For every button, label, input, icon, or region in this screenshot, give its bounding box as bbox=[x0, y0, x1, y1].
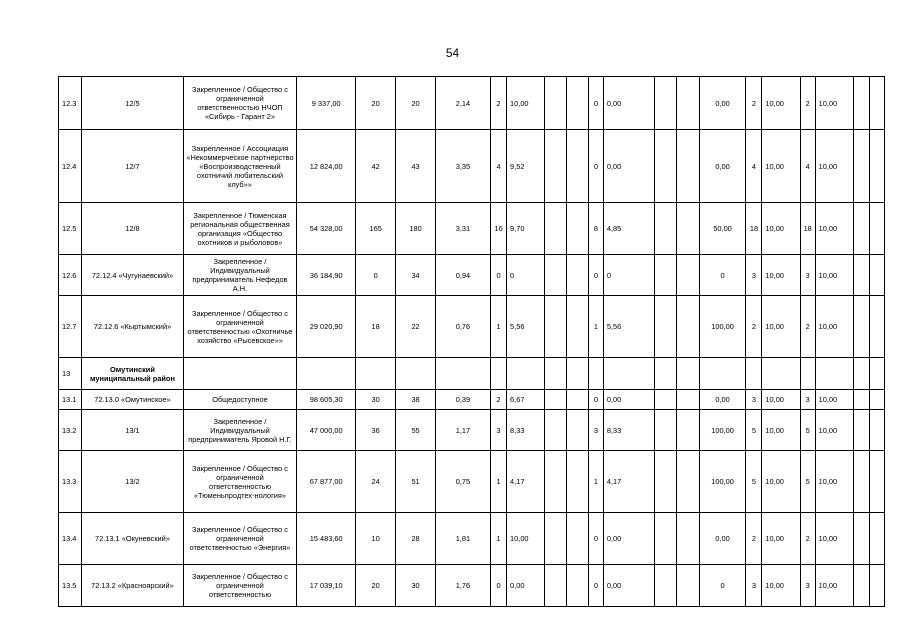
table-cell-c19: 10,00 bbox=[815, 513, 853, 565]
table-cell-type: Общедоступное bbox=[183, 390, 297, 410]
table-cell-c4: 165 bbox=[355, 203, 395, 255]
table-cell-c3: 54 328,00 bbox=[297, 203, 356, 255]
table-cell-c8: 0,00 bbox=[507, 565, 545, 607]
table-cell-c10 bbox=[566, 390, 588, 410]
table-cell-c21 bbox=[869, 130, 884, 203]
table-cell-c7: 4 bbox=[491, 130, 507, 203]
table-cell-c7: 0 bbox=[491, 565, 507, 607]
table-cell-c16: 5 bbox=[746, 451, 762, 513]
table-cell-c3: 36 184,90 bbox=[297, 255, 356, 296]
table-cell-c5: 180 bbox=[396, 203, 435, 255]
table-cell-c20 bbox=[853, 77, 869, 130]
table-row bbox=[59, 390, 885, 410]
table-cell-type: Закрепленное / Общество с ограниченной ответственностью «Охотничье хозяйство «Рысевское»» bbox=[183, 296, 297, 358]
table-cell-c21 bbox=[869, 358, 884, 390]
table-cell-c14 bbox=[677, 358, 699, 390]
table-cell-c13 bbox=[654, 203, 676, 255]
table-cell-c13 bbox=[654, 451, 676, 513]
table-cell-c3: 47 000,00 bbox=[297, 410, 356, 451]
table-cell-c14 bbox=[677, 451, 699, 513]
table-cell-no: 13.5 bbox=[59, 565, 82, 607]
table-cell-c17: 10,00 bbox=[762, 451, 800, 513]
table-cell-c13 bbox=[654, 358, 676, 390]
table-cell-c19: 10,00 bbox=[815, 130, 853, 203]
table-cell-c14 bbox=[677, 203, 699, 255]
table-cell-c10 bbox=[566, 203, 588, 255]
table-cell-area: 72.12.4 «Чугунаевский» bbox=[82, 255, 183, 296]
table-cell-c19: 10,00 bbox=[815, 390, 853, 410]
hunting-grounds-table bbox=[58, 76, 885, 607]
table-cell-c19: 10,00 bbox=[815, 410, 853, 451]
table-cell-c6: 0,39 bbox=[435, 390, 490, 410]
table-cell-c15: 100,00 bbox=[699, 410, 746, 451]
table-cell-c17: 10,00 bbox=[762, 77, 800, 130]
table-cell-no: 13.4 bbox=[59, 513, 82, 565]
table-cell-c4: 24 bbox=[355, 451, 395, 513]
table-cell-c18: 3 bbox=[800, 255, 815, 296]
table-cell-c5: 28 bbox=[396, 513, 435, 565]
table-cell-c8 bbox=[507, 358, 545, 390]
table-cell-type: Закрепленное / Индивидуальный предприниматель Яровой Н.Г. bbox=[183, 410, 297, 451]
table-cell-c19 bbox=[815, 358, 853, 390]
table-cell-c6: 1,81 bbox=[435, 513, 490, 565]
table-cell-type: Закрепленное / Общество с ограниченной ответственностью НЧОП «Сибирь - Гарант 2» bbox=[183, 77, 297, 130]
table-cell-c5: 22 bbox=[396, 296, 435, 358]
table-cell-area: 72.13.2 «Красноярский» bbox=[82, 565, 183, 607]
table-cell-c20 bbox=[853, 565, 869, 607]
table-cell-c10 bbox=[566, 451, 588, 513]
table-cell-c10 bbox=[566, 513, 588, 565]
table-cell-c21 bbox=[869, 296, 884, 358]
table-cell-c4: 30 bbox=[355, 390, 395, 410]
table-cell-c3 bbox=[297, 358, 356, 390]
table-cell-c14 bbox=[677, 296, 699, 358]
table-cell-c5: 55 bbox=[396, 410, 435, 451]
table-cell-c7: 16 bbox=[491, 203, 507, 255]
table-cell-type: Закрепленное / Ассоциация «Некоммерческое партнерство «Воспроизводственный охотничий любительский клуб»» bbox=[183, 130, 297, 203]
table-row bbox=[59, 296, 885, 358]
table-cell-area: 72.13.0 «Омутинское» bbox=[82, 390, 183, 410]
table-cell-c8: 9,52 bbox=[507, 130, 545, 203]
table-cell-c21 bbox=[869, 451, 884, 513]
table-cell-c5: 30 bbox=[396, 565, 435, 607]
table-cell-type: Закрепленное / Общество с ограниченной ответственностью «Тюменьпродтех-нология» bbox=[183, 451, 297, 513]
table-cell-c20 bbox=[853, 451, 869, 513]
table-cell-c6: 1,17 bbox=[435, 410, 490, 451]
table-row bbox=[59, 203, 885, 255]
table-cell-c10 bbox=[566, 296, 588, 358]
table-cell-c14 bbox=[677, 565, 699, 607]
table-cell-c4: 10 bbox=[355, 513, 395, 565]
table-cell-c5: 38 bbox=[396, 390, 435, 410]
table-cell-type: Закрепленное / Индивидуальный предприниматель Нефедов А.Н. bbox=[183, 255, 297, 296]
table-cell-c12: 0,00 bbox=[603, 130, 654, 203]
table-cell-c15: 0,00 bbox=[699, 513, 746, 565]
table-cell-c7 bbox=[491, 358, 507, 390]
table-cell-c21 bbox=[869, 410, 884, 451]
table-cell-c11: 0 bbox=[588, 390, 603, 410]
table-cell-c9 bbox=[545, 130, 566, 203]
table-cell-c7: 1 bbox=[491, 296, 507, 358]
table-cell-c17: 10,00 bbox=[762, 255, 800, 296]
table-cell-no: 12.7 bbox=[59, 296, 82, 358]
table-cell-c9 bbox=[545, 451, 566, 513]
table-cell-c13 bbox=[654, 410, 676, 451]
table-cell-c11: 8 bbox=[588, 203, 603, 255]
table-cell-c15 bbox=[699, 358, 746, 390]
table-cell-c10 bbox=[566, 565, 588, 607]
table-cell-c18: 3 bbox=[800, 565, 815, 607]
table-cell-c9 bbox=[545, 513, 566, 565]
table-cell-c11: 1 bbox=[588, 451, 603, 513]
table-cell-c13 bbox=[654, 255, 676, 296]
table-cell-c8: 10,00 bbox=[507, 77, 545, 130]
table-cell-c9 bbox=[545, 390, 566, 410]
table-cell-c12: 0,00 bbox=[603, 390, 654, 410]
table-cell-c12: 5,56 bbox=[603, 296, 654, 358]
table-cell-c19: 10,00 bbox=[815, 77, 853, 130]
table-cell-c13 bbox=[654, 77, 676, 130]
table-cell-c12: 0,00 bbox=[603, 77, 654, 130]
table-cell-c13 bbox=[654, 296, 676, 358]
table-cell-c8: 10,00 bbox=[507, 513, 545, 565]
table-cell-c20 bbox=[853, 358, 869, 390]
table-cell-c18 bbox=[800, 358, 815, 390]
table-row bbox=[59, 513, 885, 565]
table-cell-no: 13.1 bbox=[59, 390, 82, 410]
table-cell-c6: 1,76 bbox=[435, 565, 490, 607]
table-cell-c18: 5 bbox=[800, 451, 815, 513]
table-cell-c9 bbox=[545, 77, 566, 130]
table-cell-area: 12/8 bbox=[82, 203, 183, 255]
table-cell-c18: 5 bbox=[800, 410, 815, 451]
table-cell-c16: 4 bbox=[746, 130, 762, 203]
table-cell-c10 bbox=[566, 255, 588, 296]
table-row bbox=[59, 410, 885, 451]
table-cell-c6: 0,76 bbox=[435, 296, 490, 358]
table-cell-c4: 20 bbox=[355, 77, 395, 130]
table-cell-c8: 4,17 bbox=[507, 451, 545, 513]
table-cell-c13 bbox=[654, 130, 676, 203]
table-cell-c9 bbox=[545, 565, 566, 607]
table-cell-c21 bbox=[869, 77, 884, 130]
table-cell-c4: 42 bbox=[355, 130, 395, 203]
table-cell-c3: 29 020,90 bbox=[297, 296, 356, 358]
table-cell-c17: 10,00 bbox=[762, 390, 800, 410]
table-cell-c15: 0 bbox=[699, 255, 746, 296]
table-cell-c18: 2 bbox=[800, 296, 815, 358]
table-cell-c15: 100,00 bbox=[699, 296, 746, 358]
table-cell-c6 bbox=[435, 358, 490, 390]
table-cell-c12: 0 bbox=[603, 255, 654, 296]
table-row bbox=[59, 565, 885, 607]
table-cell-c18: 2 bbox=[800, 77, 815, 130]
table-cell-c17: 10,00 bbox=[762, 203, 800, 255]
table-cell-c13 bbox=[654, 390, 676, 410]
table-cell-c4 bbox=[355, 358, 395, 390]
table-cell-c7: 2 bbox=[491, 390, 507, 410]
table-cell-c3: 67 877,00 bbox=[297, 451, 356, 513]
table-cell-c19: 10,00 bbox=[815, 296, 853, 358]
table-cell-c10 bbox=[566, 77, 588, 130]
table-cell-type: Закрепленное / Тюменская региональная общественная организация «Общество охотников и рыболовов» bbox=[183, 203, 297, 255]
table-row bbox=[59, 77, 885, 130]
table-cell-c12: 0,00 bbox=[603, 565, 654, 607]
table-cell-area: 13/2 bbox=[82, 451, 183, 513]
table-cell-c15: 100,00 bbox=[699, 451, 746, 513]
table-cell-c16: 2 bbox=[746, 296, 762, 358]
table-cell-c17: 10,00 bbox=[762, 513, 800, 565]
table-cell-c20 bbox=[853, 130, 869, 203]
table-cell-c3: 17 039,10 bbox=[297, 565, 356, 607]
table-cell-c18: 3 bbox=[800, 390, 815, 410]
table-cell-c19: 10,00 bbox=[815, 203, 853, 255]
table-cell-c7: 1 bbox=[491, 451, 507, 513]
table-cell-c9 bbox=[545, 410, 566, 451]
table-cell-c4: 20 bbox=[355, 565, 395, 607]
table-cell-c11: 0 bbox=[588, 565, 603, 607]
table-cell-c5: 43 bbox=[396, 130, 435, 203]
table-cell-c17: 10,00 bbox=[762, 565, 800, 607]
table-cell-c17: 10,00 bbox=[762, 296, 800, 358]
table-cell-area: 72.12.6 «Кыртымский» bbox=[82, 296, 183, 358]
table-cell-c3: 9 337,00 bbox=[297, 77, 356, 130]
table-cell-c21 bbox=[869, 513, 884, 565]
table-cell-c14 bbox=[677, 410, 699, 451]
table-cell-c15: 0,00 bbox=[699, 77, 746, 130]
table-cell-c12: 4,85 bbox=[603, 203, 654, 255]
table-cell-c16: 3 bbox=[746, 390, 762, 410]
table-cell-type: Закрепленное / Общество с ограниченной ответственностью «Энергия» bbox=[183, 513, 297, 565]
table-cell-c17: 10,00 bbox=[762, 410, 800, 451]
table-cell-c3: 15 483,60 bbox=[297, 513, 356, 565]
table-cell-no: 13 bbox=[59, 358, 82, 390]
table-cell-c11: 0 bbox=[588, 130, 603, 203]
table-cell-c11: 0 bbox=[588, 77, 603, 130]
table-cell-c3: 98 605,30 bbox=[297, 390, 356, 410]
table-cell-c15: 0 bbox=[699, 565, 746, 607]
table-cell-c19: 10,00 bbox=[815, 255, 853, 296]
table-cell-c9 bbox=[545, 203, 566, 255]
table-cell-c6: 3,31 bbox=[435, 203, 490, 255]
table-cell-c20 bbox=[853, 296, 869, 358]
table-row bbox=[59, 358, 885, 390]
table-cell-c16: 3 bbox=[746, 565, 762, 607]
table-cell-c8: 0 bbox=[507, 255, 545, 296]
table-cell-no: 13.3 bbox=[59, 451, 82, 513]
table-cell-c12: 4,17 bbox=[603, 451, 654, 513]
table-cell-area: 13/1 bbox=[82, 410, 183, 451]
table-cell-c5: 20 bbox=[396, 77, 435, 130]
table-cell-c6: 2,14 bbox=[435, 77, 490, 130]
table-cell-no: 12.6 bbox=[59, 255, 82, 296]
table-cell-c21 bbox=[869, 255, 884, 296]
table-cell-c11: 0 bbox=[588, 513, 603, 565]
table-cell-c11 bbox=[588, 358, 603, 390]
table-cell-c17 bbox=[762, 358, 800, 390]
table-cell-c9 bbox=[545, 255, 566, 296]
table-cell-c20 bbox=[853, 410, 869, 451]
table-cell-c14 bbox=[677, 255, 699, 296]
table-cell-c19: 10,00 bbox=[815, 451, 853, 513]
table-cell-c10 bbox=[566, 130, 588, 203]
table-cell-c21 bbox=[869, 565, 884, 607]
table-cell-c20 bbox=[853, 255, 869, 296]
table-cell-c16 bbox=[746, 358, 762, 390]
table-row bbox=[59, 255, 885, 296]
table-cell-c14 bbox=[677, 77, 699, 130]
table-cell-c16: 5 bbox=[746, 410, 762, 451]
table-cell-c21 bbox=[869, 390, 884, 410]
table-cell-c15: 0,00 bbox=[699, 130, 746, 203]
table-cell-c16: 2 bbox=[746, 77, 762, 130]
table-row bbox=[59, 451, 885, 513]
table-cell-c8: 8,33 bbox=[507, 410, 545, 451]
table-cell-c7: 2 bbox=[491, 77, 507, 130]
table-cell-c4: 18 bbox=[355, 296, 395, 358]
table-cell-c10 bbox=[566, 358, 588, 390]
table-cell-no: 13.2 bbox=[59, 410, 82, 451]
table-cell-c13 bbox=[654, 565, 676, 607]
table-cell-type bbox=[183, 358, 297, 390]
table-cell-c11: 0 bbox=[588, 255, 603, 296]
table-cell-area: 72.13.1 «Окуневский» bbox=[82, 513, 183, 565]
table-cell-c6: 0,94 bbox=[435, 255, 490, 296]
page-number: 54 bbox=[445, 46, 460, 60]
table-cell-c9 bbox=[545, 296, 566, 358]
table-cell-c5: 34 bbox=[396, 255, 435, 296]
table-cell-c20 bbox=[853, 513, 869, 565]
table-cell-c12 bbox=[603, 358, 654, 390]
table-cell-c15: 50,00 bbox=[699, 203, 746, 255]
table-cell-c3: 12 824,00 bbox=[297, 130, 356, 203]
table-cell-c14 bbox=[677, 390, 699, 410]
table-cell-c4: 0 bbox=[355, 255, 395, 296]
table-cell-c14 bbox=[677, 513, 699, 565]
table-cell-c18: 2 bbox=[800, 513, 815, 565]
table-cell-c6: 3,35 bbox=[435, 130, 490, 203]
table-cell-c13 bbox=[654, 513, 676, 565]
table-cell-c11: 3 bbox=[588, 410, 603, 451]
table-cell-c7: 1 bbox=[491, 513, 507, 565]
table-cell-c18: 18 bbox=[800, 203, 815, 255]
table-cell-no: 12.3 bbox=[59, 77, 82, 130]
table-row bbox=[59, 130, 885, 203]
table-cell-c16: 2 bbox=[746, 513, 762, 565]
table-cell-c12: 0,00 bbox=[603, 513, 654, 565]
table-cell-c4: 36 bbox=[355, 410, 395, 451]
table-cell-c18: 4 bbox=[800, 130, 815, 203]
table-cell-c10 bbox=[566, 410, 588, 451]
table-cell-c12: 8,33 bbox=[603, 410, 654, 451]
table-cell-c16: 18 bbox=[746, 203, 762, 255]
table-cell-c9 bbox=[545, 358, 566, 390]
table-cell-c15: 0,00 bbox=[699, 390, 746, 410]
table-cell-c17: 10,00 bbox=[762, 130, 800, 203]
table-cell-no: 12.5 bbox=[59, 203, 82, 255]
table-cell-c8: 9,70 bbox=[507, 203, 545, 255]
table-cell-no: 12.4 bbox=[59, 130, 82, 203]
table-cell-c20 bbox=[853, 203, 869, 255]
table-cell-area: Омутинский муниципальный район bbox=[82, 358, 183, 390]
table-cell-c5: 51 bbox=[396, 451, 435, 513]
table-cell-c7: 0 bbox=[491, 255, 507, 296]
table-cell-c7: 3 bbox=[491, 410, 507, 451]
table-cell-type: Закрепленное / Общество с ограниченной ответственностью bbox=[183, 565, 297, 607]
table-cell-c6: 0,75 bbox=[435, 451, 490, 513]
table-cell-c14 bbox=[677, 130, 699, 203]
table-cell-c20 bbox=[853, 390, 869, 410]
table-cell-c16: 3 bbox=[746, 255, 762, 296]
table-cell-c19: 10,00 bbox=[815, 565, 853, 607]
table-cell-area: 12/7 bbox=[82, 130, 183, 203]
table-cell-c8: 6,67 bbox=[507, 390, 545, 410]
table-cell-c5 bbox=[396, 358, 435, 390]
table-cell-c21 bbox=[869, 203, 884, 255]
table-cell-area: 12/5 bbox=[82, 77, 183, 130]
table-cell-c8: 5,56 bbox=[507, 296, 545, 358]
table-cell-c11: 1 bbox=[588, 296, 603, 358]
